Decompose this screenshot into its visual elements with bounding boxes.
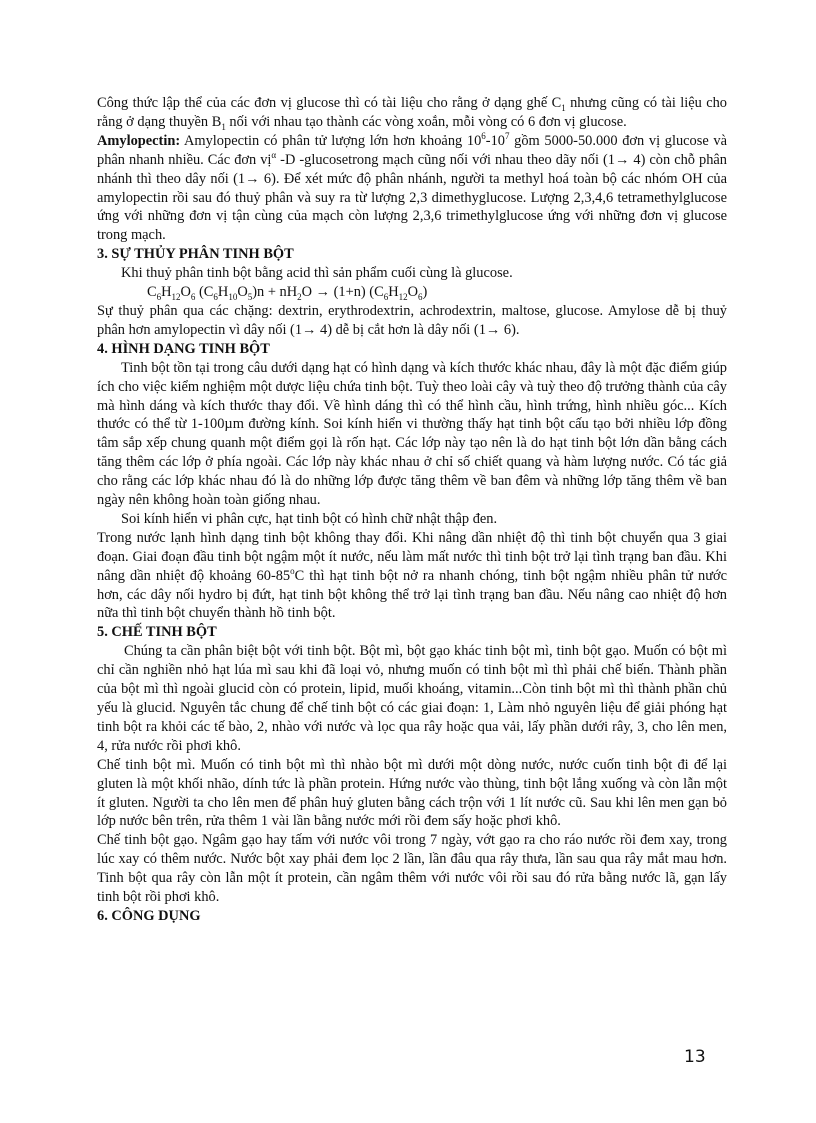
formula-sub: 10 [228, 291, 238, 302]
paragraph-hydrolysis-stages: Sự thuỷ phân qua các chặng: dextrin, erythrodextrin, achrodextrin, maltose, glucose. Amylose dễ bị thuỷ phân hơn amylopectin vì dây nối (1→ 4) dễ bị cắt hơn là dây nối (1→ 6). [97, 302, 727, 338]
formula-sub: 12 [398, 291, 408, 302]
page-number: 13 [684, 1047, 706, 1067]
formula-sub: 12 [171, 291, 181, 302]
text: Công thức lập thể của các đơn vị glucose thì có tài liệu cho rằng ở dạng ghế C [97, 95, 562, 111]
paragraph-temperature [97, 529, 727, 624]
formula-part: )n + nH [252, 284, 298, 301]
text: nối với nhau tạo thành các vòng xoắn, mỗi vòng có 6 đơn vị glucose. [225, 113, 627, 130]
formula-part: O [180, 284, 191, 301]
formula-part: O → (1+n) (C [301, 284, 384, 301]
alpha-symbol: α [271, 149, 277, 160]
formula-part: H [217, 284, 229, 301]
formula-part: C [147, 284, 157, 301]
paragraph-starch-production: Chúng ta cần phân biệt bột với tinh bột. Bột mì, bột gạo khác tinh bột mì, tinh bột gạo. Muốn có bột mì chỉ cần nghiền nhỏ hạt lúa mì sau khi đã loại vỏ, nhưng muốn có tinh bột mì thì phải chế biến. Thành phần của bột mì thì ngoài glucid còn có protein, lipid, muối khoáng, vitamin...Còn tinh bột mì thì thành phần chủ yếu là glucid. Nguyên tắc chung để chế tinh bột có các giai đoạn: 1, Làm nhỏ nguyên liệu để giải phóng hạt tinh bột ra khỏi các tế bào, 2, nhào với nước và lọc qua rây hoặc qua vải, lấy phần dưới rây, 3, cho lên men, 4, rửa nước rồi phơi khô. [97, 643, 727, 754]
superscript: 7 [504, 131, 510, 142]
formula-sub: 5 [247, 291, 253, 302]
paragraph-wheat-starch: Chế tinh bột mì. Muốn có tinh bột mì thì nhào bột mì dưới một dòng nước, nước cuốn tinh bột đi để lại gluten là một khối nhão, dính tức là phần protein. Hứng nước vào thùng, tinh bột lắng xuống và còn lẫn một ít gluten. Người ta cho lên men để phân huỷ gluten bằng cách trộn với 1 lít nước cũ. Sau khi lên men gạn bỏ lớp nước bên trên, rửa thêm 1 vài lần bằng nước mới rồi đem sấy hoặc phơi khô. [97, 756, 727, 830]
hydrolysis-formula [97, 283, 727, 302]
amylopectin-label: Amylopectin: [97, 132, 181, 149]
formula-part: H [161, 284, 172, 301]
text: -D -glucosetrong mạch cũng nối với nhau theo dãy nối (1→ 4) còn chỗ phân nhánh thì theo dây nối (1→ 6). Để xét mức độ phân nhánh, người ta methyl hoá toàn bộ các nhóm OH của amylopectin rồi sau đó thuỷ phân và suy ra từ lượng 2,3 dimethyglucose. Lượng 2,3,4,6 tetramethylglucose ứng với những đơn vị tận cùng của mạch còn lượng 2,3,6 trimethylglucose ứng với những đơn vị glucose trong mạch. [97, 151, 727, 244]
text: Amylopectin có phân tử lượng lớn hơn khoảng 10 [180, 132, 482, 149]
paragraph-glucose-conformation [97, 94, 727, 132]
text: -10 [485, 132, 505, 149]
formula-sub: 6 [383, 291, 389, 302]
formula-sub: 2 [297, 291, 302, 302]
formula-sub: 6 [190, 291, 196, 302]
paragraph-starch-shape: Tinh bột tồn tại trong câu dưới dạng hạt có hình dạng và kích thước khác nhau, đây là một đặc điểm giúp ích cho việc kiểm nghiệm một dược liệu chứa tinh bột. Tuỳ theo loài cây và tuỳ theo độ trưởng thành của cây mà hình dáng và kích thước thay đổi. Về hình dáng thì có thể hình cầu, hình trứng, hình nhiều góc... Kích thước có thể từ 1-100µm đường kính. Soi kính hiển vi thường thấy hạt tinh bột cấu tạo bởi nhiều lớp đồng tâm sắp xếp chung quanh một điểm gọi là rốn hạt. Các lớp này tạo nên là do hạt tinh bột lớn dần bằng cách tăng thêm các lớp ở phía ngoài. Các lớp này khác nhau ở chỉ số chiết quang và hàm lượng nước. Có tác giả cho rằng các lớp khác nhau đó là do những lớp được tăng thêm về ban đêm và những lớp tăng thêm về ban ngày nên không hoàn toàn giống nhau. [97, 359, 727, 509]
superscript: 6 [481, 131, 486, 142]
text: gồm 5000-50.000 đơn vị glucose và phân nhanh nhiều. Các đơn vị [97, 132, 727, 168]
formula-part: H [388, 284, 399, 301]
paragraph-amylopectin [97, 132, 727, 245]
heading-section-5: 5. CHẾ TINH BỘT [97, 624, 217, 641]
heading-section-3: 3. SỰ THỦY PHÂN TINH BỘT [97, 246, 294, 263]
formula-part: O [407, 284, 418, 301]
paragraph-rice-starch: Chế tinh bột gạo. Ngâm gạo hay tấm với nước vôi trong 7 ngày, vớt gạo ra cho ráo nước rồi đem xay, trong lúc xay có thêm nước. Nước bột xay phải đem lọc 2 lần, lần đâu qua rây thưa, lần sau qua rây mắt mau hơn. Tinh bột qua rây còn lẫn một ít protein, cần ngâm thêm với nước vôi rồi sau đó rửa bằng nước lã, gạn lấy tinh bột rồi phơi khô. [97, 832, 727, 906]
degree-superscript: o [290, 565, 295, 576]
text: Trong nước lạnh hình dạng tinh bột không thay đổi. Khi nâng dần nhiệt độ thì tinh bột chuyển qua 3 giai đoạn. Giai đoạn đầu tinh bột ngậm một ít nước, nếu làm mất nước thì tinh bột trở lại tình trạng ban đầu. Khi nâng dần nhiệt độ khoảng 60-85 [97, 529, 727, 584]
heading-section-4: 4. HÌNH DẠNG TINH BỘT [97, 340, 270, 357]
text: C thì hạt tinh bột nở ra nhanh chóng, tinh bột ngậm nhiều phân tử nước hơn, các dây nối hydro bị đứt, hạt tinh bột không thể trở lại tình trạng ban đầu. Nếu nâng cao nhiệt độ hơn nữa thì tinh bột chuyển thành hồ tinh bột. [97, 567, 728, 622]
document-body [97, 94, 727, 926]
formula-part: ) [422, 284, 428, 301]
paragraph-polarized-microscope: Soi kính hiển vi phân cực, hạt tinh bột có hình chữ nhật thập đen. [121, 510, 498, 527]
heading-section-6: 6. CÔNG DỤNG [97, 907, 201, 924]
formula-part: O [237, 284, 248, 301]
formula-part: (C [195, 284, 214, 301]
text: nhưng cũng có tài liệu cho rằng ở dạng thuyền B [97, 95, 727, 130]
subscript: 1 [561, 102, 566, 113]
subscript: 1 [221, 121, 226, 132]
formula-sub: 6 [213, 291, 218, 302]
formula-sub: 6 [418, 291, 423, 302]
formula-sub: 6 [156, 291, 162, 302]
paragraph-hydrolysis: Khi thuỷ phân tinh bột bằng acid thì sản phẩm cuối cùng là glucose. [121, 265, 513, 282]
